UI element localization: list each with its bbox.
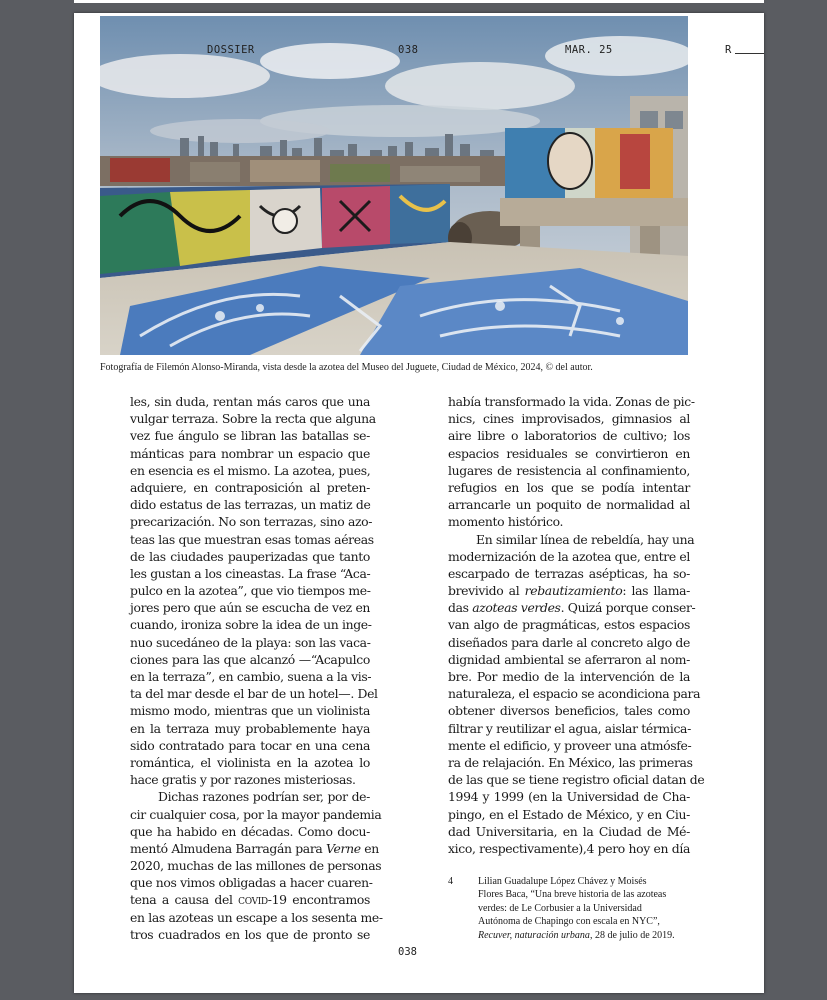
text-line: 1994 y 1999 (en la Universidad de Cha- [448,789,690,805]
text-line: pingo, en el Estado de México, y en Ciu- [448,806,690,822]
footnote-text [478,875,693,942]
text-line: tena a causa del covid-19 encontramos [130,892,370,908]
text-line: mente el edificio, y proveer una atmósfe- [448,737,692,753]
running-header-rule [735,53,764,54]
text-line: mánticas para nombrar un espacio que [130,445,370,461]
text-line: brevivido al rebautizamiento: las llama- [448,583,690,599]
text-line: hace gratis y por razones misteriosas. [130,772,356,788]
text-line: les, sin duda, rentan más caros que una [130,394,370,409]
text-line: naturaleza, el espacio se acondiciona para [448,686,701,702]
footnote-line: Autónoma de Chapingo con escala en NYC”, [478,916,660,928]
text-line: dido estatus de las terrazas, un matiz de [130,497,371,513]
text-line: ciones para las que alcanzó —“Acapulco [130,651,370,667]
text-line: romántica, el violinista en la azotea lo [130,754,370,770]
text-line: precarización. No son terrazas, sino azo- [130,514,373,530]
photo-caption: Fotografía de Filemón Alonso-Miranda, vista desde la azotea del Museo del Juguete, Ciudad de México, 2024, © del autor. [100,362,593,373]
text-line: obtener diversos beneficios, tales como [448,703,690,719]
text-line: 2020, muchas de las millones de personas [130,858,382,874]
text-line: teas las que muestran esas tomas aéreas [130,531,374,547]
text-line: en la terraza muy probablemente haya [130,720,370,736]
text-line: espacios residuales se convirtieron en [448,445,690,461]
running-header-page: 038 [398,44,419,56]
text-line: nuo sucedáneo de la playa: son las vaca- [130,634,371,650]
text-line: En similar línea de rebeldía, hay una [476,531,695,547]
footnote-line: Lilian Guadalupe López Chávez y Moisés [478,876,647,887]
text-line: escarpado de terrazas asépticas, ha so- [448,565,690,581]
text-line: bre. Por medio de la intervención de la [448,669,690,684]
text-line: jores pero que aún se escucha de vez en [130,600,371,616]
body-column-left [130,393,383,943]
footnote-line: Recuver, naturación urbana, 28 de julio de 2019. [478,929,675,941]
document-page [74,13,764,993]
text-line: refugios en los que se podía intentar [448,479,690,495]
text-line: les gustan a los cineastas. La frase “Aca- [130,565,371,581]
text-line: ra de relajación. En México, las primeras [448,754,693,770]
text-line: en la terraza”, en cambio, suena a la vis- [130,669,372,684]
running-header-section: DOSSIER [207,44,255,56]
text-line: cuando, ironiza sobre la idea de un inge- [130,617,372,633]
text-line: arrancarle un poquito de normalidad al [448,497,690,513]
text-line: modernización de la azotea que, entre el [448,548,690,564]
footnote-line: Flores Baca, “Una breve historia de las azoteas [478,889,667,901]
body-column-right [448,393,705,857]
text-line: que nos vimos obligadas a hacer cuaren- [130,875,373,891]
text-line: lugares de resistencia al confinamiento, [448,462,690,478]
text-line: cir cualquier cosa, por la mayor pandemia [130,806,382,822]
text-line: que ha habido en décadas. Como docu- [130,823,370,839]
text-line: momento histórico. [448,514,564,530]
text-line: pulco en la azotea”, que vio tiempos me- [130,583,371,599]
text-line: vulgar terraza. Sobre la recta que alguna [130,411,376,427]
text-line: mismo modo, mientras que un violinista [130,703,370,719]
text-line: tros cuadrados en los que de pronto se [130,926,370,942]
text-line: diseñados para darle al concreto algo de [448,634,690,650]
text-line: xico, respectivamente),4 pero hoy en día [448,840,690,856]
footnote-number: 4 [448,876,453,887]
text-line: filtrar y reutilizar el agua, aislar térmica- [448,720,691,736]
text-line: das azoteas verdes. Quizá porque conser- [448,600,696,616]
text-line: de las ciudades pauperizadas que tanto [130,548,370,564]
text-line: aire libre o laboratorios de cultivo; los [448,428,690,444]
running-header-tag: R [725,44,732,56]
text-line: nics, cines improvisados, gimnasios al [448,411,690,427]
text-line: de las que se tiene registro oficial datan de [448,772,705,788]
text-line: van algo de pragmáticas, estos espacios [448,617,690,633]
page-number: 038 [398,946,417,958]
text-line: dad Universitaria, en la Ciudad de Mé- [448,823,690,839]
text-line: en las azoteas un escape a los sesenta me- [130,909,383,925]
text-line: dignidad ambiental se aferraron al nom- [448,651,690,667]
text-line: ta del mar desde el bar de un hotel—. Del [130,686,378,702]
text-line: mentó Almudena Barragán para Verne en [130,840,379,856]
text-line: vez fue ángulo se libran las batallas se- [130,428,370,444]
text-line: sido contratado para tocar en una cena [130,737,370,753]
rooftop-photo [100,16,688,355]
text-line: Dichas razones podrían ser, por de- [158,789,370,805]
text-line: en esencia es el mismo. La azotea, pues, [130,462,371,478]
previous-page-edge [74,0,764,3]
text-line: adquiere, en contraposición al preten- [130,479,370,495]
running-header-date: MAR. 25 [565,44,613,56]
text-line: había transformado la vida. Zonas de pic- [448,394,695,409]
footnote-line: verdes: de Le Corbusier a la Universidad [478,902,642,914]
